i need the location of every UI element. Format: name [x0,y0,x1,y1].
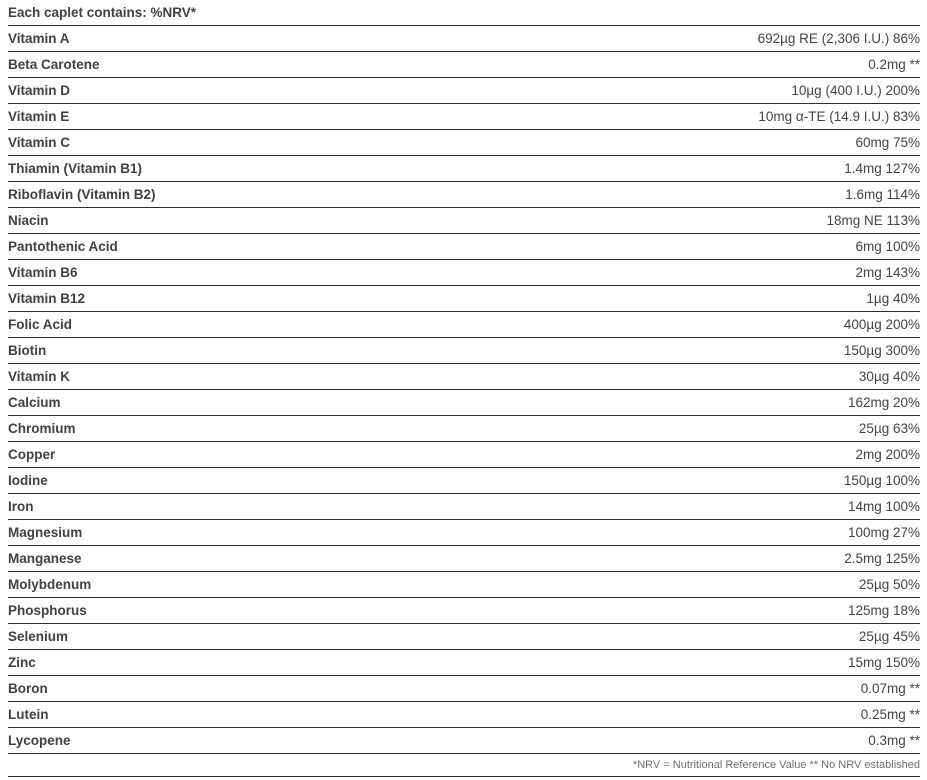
nutrient-value: 18mg NE 113% [826,213,920,228]
nutrient-value: 25µg 63% [858,421,920,436]
nutrient-value: 125mg 18% [847,603,920,618]
nutrient-value: 2mg 200% [855,447,920,462]
nutrient-name: Niacin [8,213,49,228]
nutrient-value: 10mg α-TE (14.9 I.U.) 83% [758,109,920,124]
nutrient-value: 60mg 75% [855,135,920,150]
nutrient-value: 0.2mg ** [868,57,920,72]
table-row [8,103,920,129]
table-row [8,675,920,701]
nutrient-name: Manganese [8,551,82,566]
nutrient-value: 162mg 20% [847,395,920,410]
nutrient-name: Copper [8,447,56,462]
nutrient-name: Vitamin D [8,83,71,98]
nutrient-value: 692µg RE (2,306 I.U.) 86% [757,31,920,46]
nutrient-name: Vitamin A [8,31,70,46]
table-row [8,181,920,207]
nutrient-name: Phosphorus [8,603,87,618]
nutrient-name: Lutein [8,707,49,722]
nutrient-name: Vitamin E [8,109,70,124]
table-footnote [8,753,920,777]
table-row [8,649,920,675]
table-row [8,415,920,441]
table-row [8,467,920,493]
nutrient-name: Pantothenic Acid [8,239,118,254]
table-row [8,623,920,649]
nutrient-value: 150µg 100% [843,473,920,488]
table-row [8,207,920,233]
table-row [8,727,920,753]
nutrient-rows [8,25,920,753]
table-row [8,389,920,415]
nutrient-name: Molybdenum [8,577,92,592]
nutrient-name: Calcium [8,395,61,410]
nutrient-value: 15mg 150% [847,655,920,670]
nutrient-value: 0.07mg ** [860,681,920,696]
nutrient-value: 14mg 100% [847,499,920,514]
nutrient-value: 400µg 200% [843,317,920,332]
table-row [8,51,920,77]
nutrient-value: 150µg 300% [843,343,920,358]
nutrient-value: 2.5mg 125% [844,551,920,566]
nutrient-name: Zinc [8,655,36,670]
nutrient-value: 1µg 40% [866,291,920,306]
nutrient-name: Folic Acid [8,317,73,332]
table-header [8,0,920,25]
table-row [8,701,920,727]
nutrient-value: 10µg (400 I.U.) 200% [791,83,920,98]
nutrient-value: 25µg 45% [858,629,920,644]
table-row [8,337,920,363]
nutrient-value: 0.25mg ** [860,707,920,722]
table-row [8,129,920,155]
nutrient-value: 2mg 143% [855,265,920,280]
table-row [8,571,920,597]
nutrient-value: 30µg 40% [858,369,920,384]
nutrient-name: Boron [8,681,48,696]
table-row [8,155,920,181]
nutrient-name: Iron [8,499,34,514]
table-row [8,233,920,259]
nutrient-value: 1.4mg 127% [844,161,920,176]
nutrient-name: Beta Carotene [8,57,100,72]
table-row [8,519,920,545]
nutrient-name: Lycopene [8,733,71,748]
table-header-label: Each caplet contains: %NRV* [8,5,197,20]
nutrient-name: Vitamin K [8,369,71,384]
table-row [8,363,920,389]
table-row [8,441,920,467]
nutrient-name: Thiamin (Vitamin B1) [8,161,143,176]
nutrient-value: 6mg 100% [855,239,920,254]
table-row [8,545,920,571]
nutrient-name: Biotin [8,343,47,358]
table-row [8,77,920,103]
nutrient-name: Chromium [8,421,76,436]
nutrient-name: Magnesium [8,525,83,540]
table-row [8,597,920,623]
nutrient-value: 25µg 50% [858,577,920,592]
nutrient-name: Selenium [8,629,69,644]
nutrient-value: 1.6mg 114% [845,187,920,202]
footnote-text: *NRV = Nutritional Reference Value ** No NRV established [632,759,920,771]
nutrient-name: Iodine [8,473,48,488]
nutrient-name: Vitamin B6 [8,265,78,280]
table-row [8,259,920,285]
nutrient-value: 100mg 27% [847,525,920,540]
table-row [8,493,920,519]
table-row [8,285,920,311]
nutrient-name: Riboflavin (Vitamin B2) [8,187,156,202]
table-row [8,25,920,51]
table-row [8,311,920,337]
nutrient-name: Vitamin B12 [8,291,86,306]
nutrient-name: Vitamin C [8,135,71,150]
nutrient-value: 0.3mg ** [868,733,920,748]
